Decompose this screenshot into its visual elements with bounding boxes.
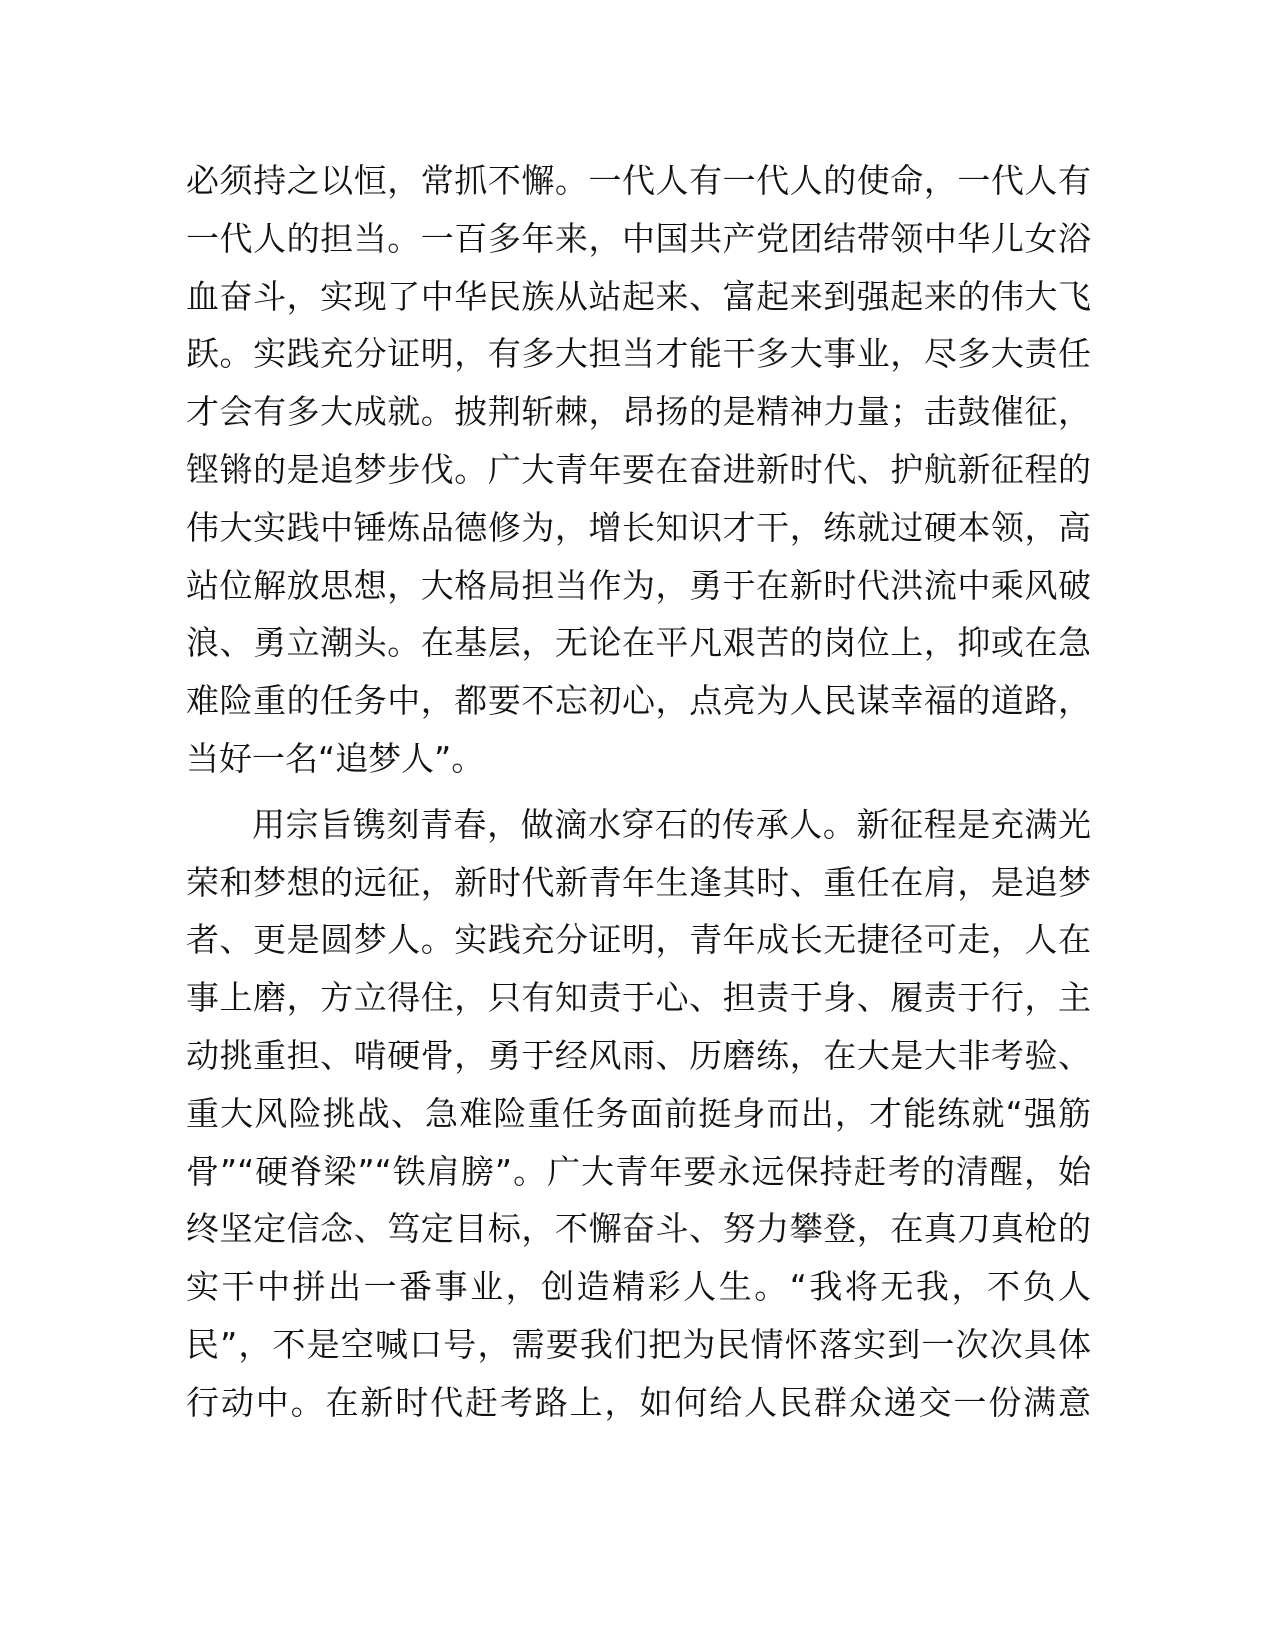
paragraph-line: 一代人的担当。一百多年来，中国共产党团结带领中华儿女浴 xyxy=(186,218,1091,258)
paragraph-line: 终坚定信念、笃定目标，不懈奋斗、努力攀登，在真刀真枪的 xyxy=(186,1209,1091,1249)
paragraph-line: 用宗旨镌刻青春，做滴水穿石的传承人。新征程是充满光 xyxy=(252,804,1091,844)
paragraph-line: 必须持之以恒，常抓不懈。一代人有一代人的使命，一代人有 xyxy=(186,161,1091,200)
paragraph-2 xyxy=(186,796,1091,1432)
document-body xyxy=(186,152,1091,1432)
paragraph-line: 荣和梦想的远征，新时代新青年生逢其时、重任在肩，是追梦 xyxy=(186,862,1091,902)
paragraph-line: 者、更是圆梦人。实践充分证明，青年成长无捷径可走，人在 xyxy=(186,920,1091,960)
paragraph-line: 才会有多大成就。披荆斩棘，昂扬的是精神力量；击鼓催征， xyxy=(186,392,1091,432)
paragraph-line: 血奋斗，实现了中华民族从站起来、富起来到强起来的伟大飞 xyxy=(186,276,1091,316)
paragraph-line: 行动中。在新时代赶考路上，如何给人民群众递交一份满意 xyxy=(186,1382,1091,1422)
paragraph-line: 动挑重担、啃硬骨，勇于经风雨、历磨练，在大是大非考验、 xyxy=(186,1035,1091,1075)
paragraph-1 xyxy=(186,152,1091,788)
paragraph-line: 当好一名“追梦人”。 xyxy=(186,738,485,778)
paragraph-line: 重大风险挑战、急难险重任务面前挺身而出，才能练就“强筋 xyxy=(186,1093,1091,1133)
paragraph-line: 铿锵的是追梦步伐。广大青年要在奋进新时代、护航新征程的 xyxy=(186,449,1091,489)
paragraph-line: 站位解放思想，大格局担当作为，勇于在新时代洪流中乘风破 xyxy=(186,565,1091,605)
paragraph-line: 骨”“硬脊梁”“铁肩膀”。广大青年要永远保持赶考的清醒，始 xyxy=(186,1151,1091,1191)
paragraph-line: 民”，不是空喊口号，需要我们把为民情怀落实到一次次具体 xyxy=(186,1324,1091,1364)
paragraph-line: 实干中拼出一番事业，创造精彩人生。“我将无我，不负人 xyxy=(186,1267,1091,1307)
paragraph-line: 难险重的任务中，都要不忘初心，点亮为人民谋幸福的道路， xyxy=(186,681,1091,721)
paragraph-line: 浪、勇立潮头。在基层，无论在平凡艰苦的岗位上，抑或在急 xyxy=(186,623,1091,663)
paragraph-line: 伟大实践中锤炼品德修为，增长知识才干，练就过硬本领，高 xyxy=(186,507,1091,547)
paragraph-line: 跃。实践充分证明，有多大担当才能干多大事业，尽多大责任 xyxy=(186,334,1091,374)
paragraph-line: 事上磨，方立得住，只有知责于心、担责于身、履责于行，主 xyxy=(186,978,1091,1018)
